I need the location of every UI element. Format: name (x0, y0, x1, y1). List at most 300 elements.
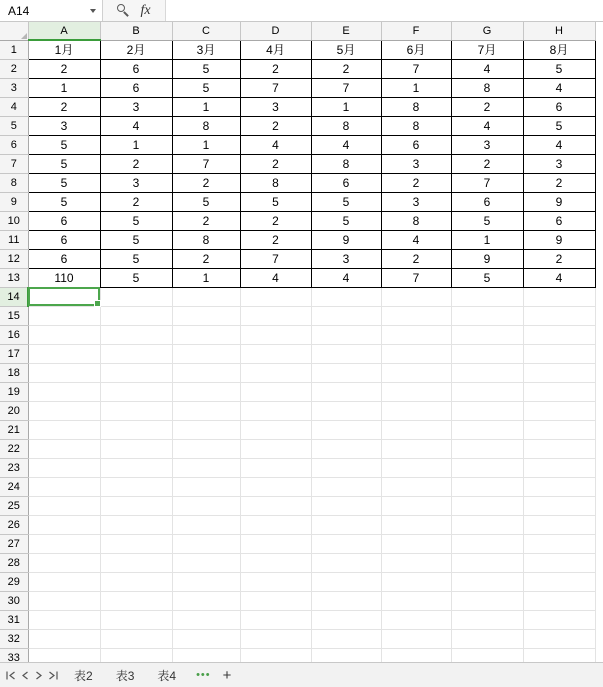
cell-C25[interactable] (172, 496, 240, 515)
cell-C20[interactable] (172, 401, 240, 420)
cell-G7[interactable]: 2 (451, 154, 523, 173)
cell-B5[interactable]: 4 (100, 116, 172, 135)
cell-A23[interactable] (28, 458, 100, 477)
cell-E10[interactable]: 5 (311, 211, 381, 230)
cell-E17[interactable] (311, 344, 381, 363)
cell-F33[interactable] (381, 648, 451, 662)
cell-A20[interactable] (28, 401, 100, 420)
cell-D24[interactable] (240, 477, 311, 496)
cell-H3[interactable]: 4 (523, 78, 595, 97)
row-header-25[interactable]: 25 (0, 496, 28, 515)
cell-G11[interactable]: 1 (451, 230, 523, 249)
cell-D1[interactable]: 4月 (240, 40, 311, 59)
cell-D32[interactable] (240, 629, 311, 648)
cell-A7[interactable]: 5 (28, 154, 100, 173)
cell-G10[interactable]: 5 (451, 211, 523, 230)
cell-H9[interactable]: 9 (523, 192, 595, 211)
cell-D18[interactable] (240, 363, 311, 382)
cell-E23[interactable] (311, 458, 381, 477)
cell-F10[interactable]: 8 (381, 211, 451, 230)
column-header-g[interactable]: G (451, 22, 523, 40)
cell-A11[interactable]: 6 (28, 230, 100, 249)
cell-B2[interactable]: 6 (100, 59, 172, 78)
row-header-10[interactable]: 10 (0, 211, 28, 230)
cell-D6[interactable]: 4 (240, 135, 311, 154)
cell-G1[interactable]: 7月 (451, 40, 523, 59)
cell-B8[interactable]: 3 (100, 173, 172, 192)
cell-H22[interactable] (523, 439, 595, 458)
cell-F4[interactable]: 8 (381, 97, 451, 116)
cell-G4[interactable]: 2 (451, 97, 523, 116)
cell-D5[interactable]: 2 (240, 116, 311, 135)
cell-G12[interactable]: 9 (451, 249, 523, 268)
cell-B18[interactable] (100, 363, 172, 382)
cell-F3[interactable]: 1 (381, 78, 451, 97)
cell-A21[interactable] (28, 420, 100, 439)
cell-F7[interactable]: 3 (381, 154, 451, 173)
cell-D8[interactable]: 8 (240, 173, 311, 192)
row-header-17[interactable]: 17 (0, 344, 28, 363)
cell-F24[interactable] (381, 477, 451, 496)
cell-D14[interactable] (240, 287, 311, 306)
row-header-16[interactable]: 16 (0, 325, 28, 344)
cell-B3[interactable]: 6 (100, 78, 172, 97)
cell-E28[interactable] (311, 553, 381, 572)
cell-H33[interactable] (523, 648, 595, 662)
cell-C18[interactable] (172, 363, 240, 382)
cell-H28[interactable] (523, 553, 595, 572)
row-header-26[interactable]: 26 (0, 515, 28, 534)
cell-F6[interactable]: 6 (381, 135, 451, 154)
cell-D19[interactable] (240, 382, 311, 401)
cell-G29[interactable] (451, 572, 523, 591)
cell-B20[interactable] (100, 401, 172, 420)
cell-H1[interactable]: 8月 (523, 40, 595, 59)
cell-F22[interactable] (381, 439, 451, 458)
cell-B30[interactable] (100, 591, 172, 610)
cell-E31[interactable] (311, 610, 381, 629)
cell-B29[interactable] (100, 572, 172, 591)
cell-F29[interactable] (381, 572, 451, 591)
cell-B33[interactable] (100, 648, 172, 662)
cell-B19[interactable] (100, 382, 172, 401)
cell-B10[interactable]: 5 (100, 211, 172, 230)
cell-D9[interactable]: 5 (240, 192, 311, 211)
cell-F16[interactable] (381, 325, 451, 344)
cell-A9[interactable]: 5 (28, 192, 100, 211)
magnifier-icon[interactable] (117, 4, 130, 17)
cell-G16[interactable] (451, 325, 523, 344)
first-sheet-icon[interactable] (4, 665, 17, 685)
chevron-down-icon[interactable] (90, 9, 96, 13)
row-header-20[interactable]: 20 (0, 401, 28, 420)
row-header-33[interactable]: 33 (0, 648, 28, 662)
cell-A25[interactable] (28, 496, 100, 515)
row-header-14[interactable]: 14 (0, 287, 28, 306)
cell-F1[interactable]: 6月 (381, 40, 451, 59)
cell-G24[interactable] (451, 477, 523, 496)
cell-H30[interactable] (523, 591, 595, 610)
row-header-15[interactable]: 15 (0, 306, 28, 325)
column-header-c[interactable]: C (172, 22, 240, 40)
row-header-22[interactable]: 22 (0, 439, 28, 458)
column-header-b[interactable]: B (100, 22, 172, 40)
column-header-a[interactable]: A (28, 22, 100, 40)
cell-E9[interactable]: 5 (311, 192, 381, 211)
sheet-tab-1[interactable]: 表2 (74, 668, 93, 683)
formula-input[interactable] (166, 0, 603, 21)
row-header-3[interactable]: 3 (0, 78, 28, 97)
cell-A8[interactable]: 5 (28, 173, 100, 192)
cell-E32[interactable] (311, 629, 381, 648)
cell-E13[interactable]: 4 (311, 268, 381, 287)
grid-area[interactable] (0, 22, 603, 662)
cell-B16[interactable] (100, 325, 172, 344)
cell-G20[interactable] (451, 401, 523, 420)
cell-F11[interactable]: 4 (381, 230, 451, 249)
sheet-overflow-dots[interactable]: ••• (196, 669, 211, 681)
cell-C11[interactable]: 8 (172, 230, 240, 249)
cell-A2[interactable]: 2 (28, 59, 100, 78)
cell-H12[interactable]: 2 (523, 249, 595, 268)
cell-D22[interactable] (240, 439, 311, 458)
cell-D23[interactable] (240, 458, 311, 477)
cell-F18[interactable] (381, 363, 451, 382)
cell-F14[interactable] (381, 287, 451, 306)
prev-sheet-icon[interactable] (18, 665, 31, 685)
cell-B6[interactable]: 1 (100, 135, 172, 154)
row-header-9[interactable]: 9 (0, 192, 28, 211)
cell-F13[interactable]: 7 (381, 268, 451, 287)
cell-D13[interactable]: 4 (240, 268, 311, 287)
cell-H16[interactable] (523, 325, 595, 344)
cell-C24[interactable] (172, 477, 240, 496)
cell-C2[interactable]: 5 (172, 59, 240, 78)
cell-A4[interactable]: 2 (28, 97, 100, 116)
cell-D29[interactable] (240, 572, 311, 591)
row-header-5[interactable]: 5 (0, 116, 28, 135)
cell-H15[interactable] (523, 306, 595, 325)
cell-C17[interactable] (172, 344, 240, 363)
cell-E27[interactable] (311, 534, 381, 553)
column-header-d[interactable]: D (240, 22, 311, 40)
cell-E26[interactable] (311, 515, 381, 534)
cell-H4[interactable]: 6 (523, 97, 595, 116)
cell-C9[interactable]: 5 (172, 192, 240, 211)
cell-B14[interactable] (100, 287, 172, 306)
cell-B12[interactable]: 5 (100, 249, 172, 268)
cell-E19[interactable] (311, 382, 381, 401)
cell-A18[interactable] (28, 363, 100, 382)
cell-E24[interactable] (311, 477, 381, 496)
cell-C28[interactable] (172, 553, 240, 572)
cell-D16[interactable] (240, 325, 311, 344)
fx-icon[interactable]: fx (140, 2, 151, 18)
cell-D15[interactable] (240, 306, 311, 325)
cell-G32[interactable] (451, 629, 523, 648)
cell-H26[interactable] (523, 515, 595, 534)
cell-H7[interactable]: 3 (523, 154, 595, 173)
cell-F8[interactable]: 2 (381, 173, 451, 192)
cell-H31[interactable] (523, 610, 595, 629)
cell-G27[interactable] (451, 534, 523, 553)
cell-E1[interactable]: 5月 (311, 40, 381, 59)
row-header-6[interactable]: 6 (0, 135, 28, 154)
cell-H32[interactable] (523, 629, 595, 648)
cell-E4[interactable]: 1 (311, 97, 381, 116)
cell-F28[interactable] (381, 553, 451, 572)
cell-A29[interactable] (28, 572, 100, 591)
cell-E11[interactable]: 9 (311, 230, 381, 249)
cell-G15[interactable] (451, 306, 523, 325)
cell-H18[interactable] (523, 363, 595, 382)
cell-B17[interactable] (100, 344, 172, 363)
cell-H25[interactable] (523, 496, 595, 515)
cell-A1[interactable]: 1月 (28, 40, 100, 59)
row-header-18[interactable]: 18 (0, 363, 28, 382)
cell-E15[interactable] (311, 306, 381, 325)
cell-C16[interactable] (172, 325, 240, 344)
column-header-f[interactable]: F (381, 22, 451, 40)
row-header-12[interactable]: 12 (0, 249, 28, 268)
row-header-4[interactable]: 4 (0, 97, 28, 116)
cell-A22[interactable] (28, 439, 100, 458)
cell-G8[interactable]: 7 (451, 173, 523, 192)
cell-E21[interactable] (311, 420, 381, 439)
cell-A16[interactable] (28, 325, 100, 344)
cell-D17[interactable] (240, 344, 311, 363)
cell-A10[interactable]: 6 (28, 211, 100, 230)
cell-B11[interactable]: 5 (100, 230, 172, 249)
row-header-7[interactable]: 7 (0, 154, 28, 173)
cell-D25[interactable] (240, 496, 311, 515)
row-header-30[interactable]: 30 (0, 591, 28, 610)
cell-G21[interactable] (451, 420, 523, 439)
column-header-h[interactable]: H (523, 22, 595, 40)
cell-E6[interactable]: 4 (311, 135, 381, 154)
cell-C14[interactable] (172, 287, 240, 306)
cell-B9[interactable]: 2 (100, 192, 172, 211)
cell-C27[interactable] (172, 534, 240, 553)
cell-D21[interactable] (240, 420, 311, 439)
cell-E20[interactable] (311, 401, 381, 420)
cell-A26[interactable] (28, 515, 100, 534)
cell-F31[interactable] (381, 610, 451, 629)
cell-D7[interactable]: 2 (240, 154, 311, 173)
cell-E3[interactable]: 7 (311, 78, 381, 97)
cell-H20[interactable] (523, 401, 595, 420)
cell-F15[interactable] (381, 306, 451, 325)
cell-H5[interactable]: 5 (523, 116, 595, 135)
cell-F32[interactable] (381, 629, 451, 648)
cell-H10[interactable]: 6 (523, 211, 595, 230)
cell-E30[interactable] (311, 591, 381, 610)
cell-B1[interactable]: 2月 (100, 40, 172, 59)
cell-B23[interactable] (100, 458, 172, 477)
row-header-1[interactable]: 1 (0, 40, 28, 59)
cell-F5[interactable]: 8 (381, 116, 451, 135)
cell-E7[interactable]: 8 (311, 154, 381, 173)
cell-G30[interactable] (451, 591, 523, 610)
cell-A14[interactable] (28, 287, 100, 306)
cell-C29[interactable] (172, 572, 240, 591)
cell-E18[interactable] (311, 363, 381, 382)
cell-E8[interactable]: 6 (311, 173, 381, 192)
cell-C31[interactable] (172, 610, 240, 629)
cell-G26[interactable] (451, 515, 523, 534)
cell-G28[interactable] (451, 553, 523, 572)
next-sheet-icon[interactable] (32, 665, 45, 685)
cell-H27[interactable] (523, 534, 595, 553)
cell-G14[interactable] (451, 287, 523, 306)
cell-D2[interactable]: 2 (240, 59, 311, 78)
cell-F21[interactable] (381, 420, 451, 439)
cell-H13[interactable]: 4 (523, 268, 595, 287)
cell-E29[interactable] (311, 572, 381, 591)
cell-C8[interactable]: 2 (172, 173, 240, 192)
cell-C6[interactable]: 1 (172, 135, 240, 154)
cell-G19[interactable] (451, 382, 523, 401)
cell-G9[interactable]: 6 (451, 192, 523, 211)
cell-A30[interactable] (28, 591, 100, 610)
cell-A28[interactable] (28, 553, 100, 572)
cell-G22[interactable] (451, 439, 523, 458)
cell-G6[interactable]: 3 (451, 135, 523, 154)
cell-A19[interactable] (28, 382, 100, 401)
cell-F9[interactable]: 3 (381, 192, 451, 211)
cell-F30[interactable] (381, 591, 451, 610)
cell-A13[interactable]: 110 (28, 268, 100, 287)
cell-B32[interactable] (100, 629, 172, 648)
cell-E25[interactable] (311, 496, 381, 515)
cell-C13[interactable]: 1 (172, 268, 240, 287)
cell-C10[interactable]: 2 (172, 211, 240, 230)
cell-F20[interactable] (381, 401, 451, 420)
cell-B25[interactable] (100, 496, 172, 515)
cell-C1[interactable]: 3月 (172, 40, 240, 59)
add-sheet-button[interactable]: + (222, 666, 232, 684)
cell-C12[interactable]: 2 (172, 249, 240, 268)
cell-B31[interactable] (100, 610, 172, 629)
cell-E5[interactable]: 8 (311, 116, 381, 135)
cell-D20[interactable] (240, 401, 311, 420)
cell-E2[interactable]: 2 (311, 59, 381, 78)
cell-B7[interactable]: 2 (100, 154, 172, 173)
cell-A17[interactable] (28, 344, 100, 363)
row-header-21[interactable]: 21 (0, 420, 28, 439)
cell-G3[interactable]: 8 (451, 78, 523, 97)
row-header-19[interactable]: 19 (0, 382, 28, 401)
row-header-2[interactable]: 2 (0, 59, 28, 78)
cell-G25[interactable] (451, 496, 523, 515)
cell-H23[interactable] (523, 458, 595, 477)
cell-E12[interactable]: 3 (311, 249, 381, 268)
row-header-13[interactable]: 13 (0, 268, 28, 287)
cell-C3[interactable]: 5 (172, 78, 240, 97)
column-header-e[interactable]: E (311, 22, 381, 40)
row-header-27[interactable]: 27 (0, 534, 28, 553)
cell-H6[interactable]: 4 (523, 135, 595, 154)
cell-C21[interactable] (172, 420, 240, 439)
row-header-32[interactable]: 32 (0, 629, 28, 648)
cell-A32[interactable] (28, 629, 100, 648)
row-header-24[interactable]: 24 (0, 477, 28, 496)
row-header-28[interactable]: 28 (0, 553, 28, 572)
cell-A12[interactable]: 6 (28, 249, 100, 268)
cell-D4[interactable]: 3 (240, 97, 311, 116)
cell-D30[interactable] (240, 591, 311, 610)
cell-D28[interactable] (240, 553, 311, 572)
cell-A33[interactable] (28, 648, 100, 662)
cell-E33[interactable] (311, 648, 381, 662)
cell-D26[interactable] (240, 515, 311, 534)
cell-C5[interactable]: 8 (172, 116, 240, 135)
cell-F2[interactable]: 7 (381, 59, 451, 78)
cell-C30[interactable] (172, 591, 240, 610)
select-all-corner[interactable] (0, 22, 28, 40)
cell-H8[interactable]: 2 (523, 173, 595, 192)
cell-D12[interactable]: 7 (240, 249, 311, 268)
sheet-tab-2[interactable]: 表3 (115, 668, 135, 683)
cell-C19[interactable] (172, 382, 240, 401)
cell-G17[interactable] (451, 344, 523, 363)
cell-B27[interactable] (100, 534, 172, 553)
cell-C4[interactable]: 1 (172, 97, 240, 116)
cell-F17[interactable] (381, 344, 451, 363)
cell-C22[interactable] (172, 439, 240, 458)
cell-D10[interactable]: 2 (240, 211, 311, 230)
cell-E22[interactable] (311, 439, 381, 458)
cell-F27[interactable] (381, 534, 451, 553)
cell-B26[interactable] (100, 515, 172, 534)
cell-D11[interactable]: 2 (240, 230, 311, 249)
cell-A27[interactable] (28, 534, 100, 553)
cell-H21[interactable] (523, 420, 595, 439)
last-sheet-icon[interactable] (46, 665, 59, 685)
cell-B4[interactable]: 3 (100, 97, 172, 116)
cell-D33[interactable] (240, 648, 311, 662)
row-header-11[interactable]: 11 (0, 230, 28, 249)
cell-F23[interactable] (381, 458, 451, 477)
cell-H14[interactable] (523, 287, 595, 306)
cell-E16[interactable] (311, 325, 381, 344)
cell-H2[interactable]: 5 (523, 59, 595, 78)
cell-C7[interactable]: 7 (172, 154, 240, 173)
cell-F19[interactable] (381, 382, 451, 401)
cell-C32[interactable] (172, 629, 240, 648)
cell-F26[interactable] (381, 515, 451, 534)
cell-A3[interactable]: 1 (28, 78, 100, 97)
cell-A5[interactable]: 3 (28, 116, 100, 135)
row-header-29[interactable]: 29 (0, 572, 28, 591)
cell-G13[interactable]: 5 (451, 268, 523, 287)
cell-H24[interactable] (523, 477, 595, 496)
cell-B22[interactable] (100, 439, 172, 458)
cell-A24[interactable] (28, 477, 100, 496)
cell-G5[interactable]: 4 (451, 116, 523, 135)
cell-G18[interactable] (451, 363, 523, 382)
cell-H17[interactable] (523, 344, 595, 363)
name-box[interactable] (0, 0, 103, 21)
cell-B24[interactable] (100, 477, 172, 496)
cell-G2[interactable]: 4 (451, 59, 523, 78)
cell-G33[interactable] (451, 648, 523, 662)
cell-C33[interactable] (172, 648, 240, 662)
cell-F12[interactable]: 2 (381, 249, 451, 268)
cell-G31[interactable] (451, 610, 523, 629)
cell-B28[interactable] (100, 553, 172, 572)
cell-D31[interactable] (240, 610, 311, 629)
